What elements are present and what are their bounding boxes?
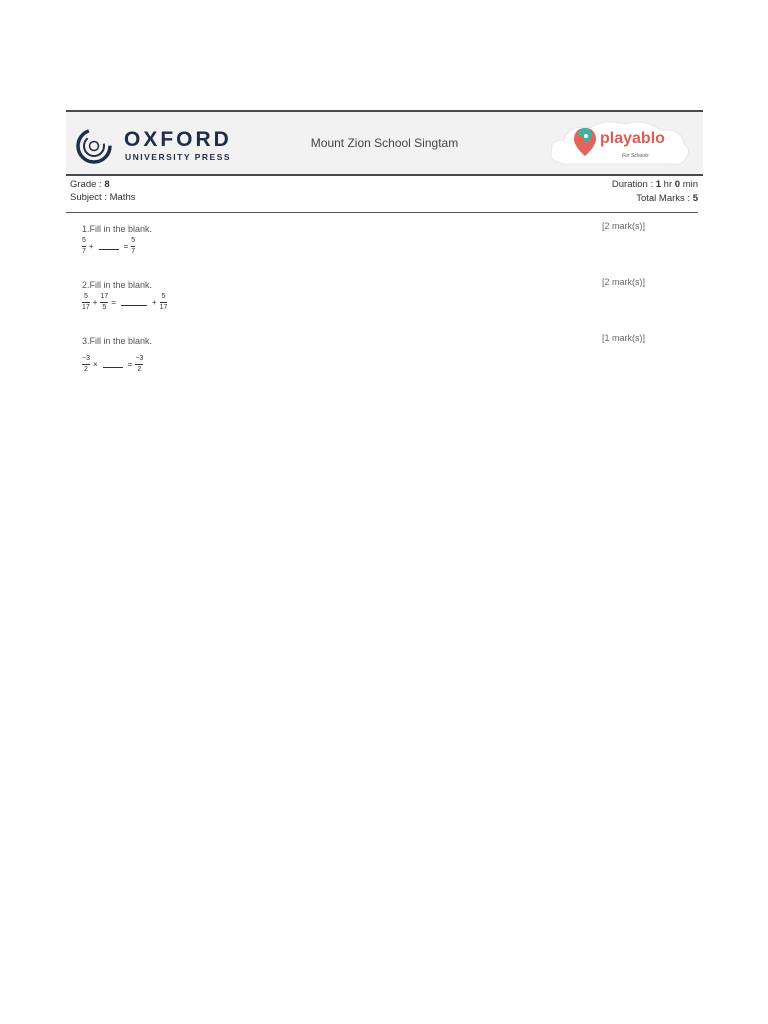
plus-operator: + (151, 298, 157, 307)
duration-minutes-unit: min (682, 179, 698, 190)
fraction (135, 355, 143, 374)
fraction-bar (160, 302, 168, 303)
fraction (82, 293, 90, 312)
equals-operator: = (111, 298, 116, 307)
denominator: 5 (102, 304, 107, 311)
numerator: 5 (131, 237, 136, 244)
numerator: 5 (83, 293, 88, 300)
question-1-marks: [2 mark(s)] (602, 221, 646, 231)
fraction (131, 237, 135, 256)
numerator: 5 (161, 293, 166, 300)
subject-value: Maths (109, 192, 136, 203)
question-2-equation (82, 293, 167, 312)
total-marks-value: 5 (692, 193, 698, 204)
playablo-wordmark: playablo (600, 130, 665, 147)
denominator: 7 (131, 248, 136, 255)
fraction-bar (100, 302, 108, 303)
denominator: 17 (159, 304, 168, 311)
fraction-bar (82, 302, 90, 303)
duration-minutes: 0 (674, 179, 681, 190)
numerator: −3 (82, 355, 90, 362)
grade-line (70, 179, 110, 190)
fraction (82, 237, 86, 256)
multiply-operator: × (92, 360, 98, 369)
duration-hours-unit: hr (663, 179, 673, 190)
numerator: 17 (100, 293, 109, 300)
playablo-logo (546, 116, 694, 172)
header-divider (66, 212, 698, 213)
fraction (160, 293, 168, 312)
answer-blank[interactable] (121, 300, 147, 306)
fraction-bar (82, 246, 86, 247)
numerator: 5 (82, 237, 86, 244)
playablo-pin-icon (572, 126, 598, 158)
fraction (82, 355, 90, 374)
question-2-marks: [2 mark(s)] (602, 277, 646, 287)
subject-label: Subject : (70, 192, 107, 203)
question-3-equation (82, 355, 143, 374)
question-3-marks: [1 mark(s)] (602, 333, 646, 343)
grade-value: 8 (104, 179, 110, 190)
answer-blank[interactable] (103, 362, 123, 368)
fraction (100, 293, 108, 312)
fraction-bar (131, 246, 135, 247)
fraction-bar (135, 364, 143, 365)
question-3-title: 3.Fill in the blank. (82, 336, 153, 346)
grade-label: Grade : (70, 179, 102, 190)
denominator: 2 (84, 366, 88, 373)
paper-header (66, 110, 703, 176)
plus-operator: + (92, 298, 98, 307)
total-marks-label: Total Marks : (636, 193, 691, 204)
question-1-equation (82, 237, 135, 256)
duration-line (612, 179, 698, 190)
duration-hours: 1 (655, 179, 662, 190)
numerator: −3 (135, 355, 144, 362)
school-name: Mount Zion School Singtam (310, 136, 459, 150)
question-1-title: 1.Fill in the blank. (82, 224, 153, 234)
oxford-subtitle: UNIVERSITY PRESS (125, 152, 232, 162)
denominator: 7 (82, 248, 86, 255)
duration-label: Duration : (611, 179, 654, 190)
subject-line (70, 192, 135, 203)
answer-blank[interactable] (99, 244, 119, 250)
denominator: 2 (137, 366, 142, 373)
playablo-tagline: For Schools (622, 153, 649, 159)
denominator: 17 (82, 304, 90, 311)
question-2-title: 2.Fill in the blank. (82, 280, 153, 290)
plus-operator: + (88, 242, 94, 251)
fraction-bar (82, 364, 90, 365)
equals-operator: = (127, 360, 133, 369)
oxford-wordmark: OXFORD (124, 128, 232, 151)
equals-operator: = (123, 242, 129, 251)
total-marks-line (636, 193, 698, 204)
